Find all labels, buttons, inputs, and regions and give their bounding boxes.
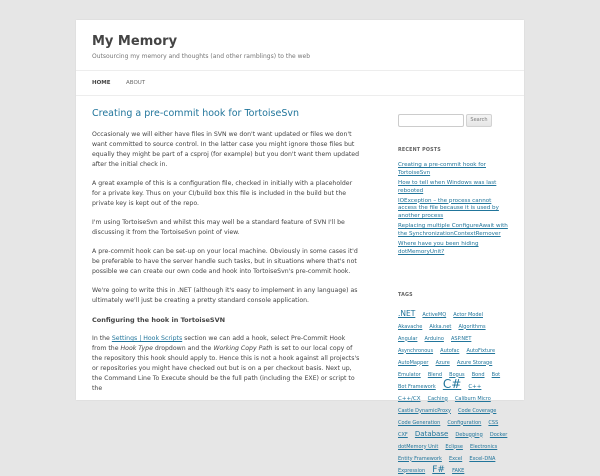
search-input[interactable] [398, 114, 464, 127]
recent-post-link[interactable]: Where have you been hiding dotMemoryUnit? [398, 240, 479, 255]
main-nav [76, 70, 524, 96]
tag-link[interactable]: Code Generation [398, 419, 441, 426]
tag-link[interactable]: Configuration [447, 419, 482, 426]
tag-link[interactable]: F# [432, 464, 445, 475]
tag-link[interactable]: Expression [398, 467, 426, 474]
tag-link[interactable]: Actor Model [453, 311, 483, 318]
site-title[interactable]: My Memory [92, 34, 178, 49]
tag-link[interactable]: Database [414, 429, 449, 438]
main-content [92, 108, 360, 403]
tag-link[interactable]: Caliburn Micro [454, 395, 491, 402]
recent-post-link[interactable]: Creating a pre-commit hook for TortoiseSvn [398, 162, 486, 176]
tag-link[interactable]: Docker [489, 431, 508, 438]
tag-link[interactable]: Akavache [398, 323, 423, 330]
post-emphasis: Hook Type [120, 345, 153, 352]
post-paragraph: A pre-commit hook can be set-up on your local machine. Obviously in some cases it'd be preferable to have the server handle such tasks, but in situations where that's not possible we can create our own code and hook into TortoiseSvn's pre-commit hook. [92, 248, 358, 275]
tag-link[interactable]: CXF [398, 431, 408, 438]
tag-link[interactable]: Castle DynamicProxy [398, 407, 451, 414]
tags-title: TAGS [398, 292, 413, 298]
post-paragraph: Occasionaly we will either have files in SVN we don't want updated or files we don't want committed to source control. In the latter case you might ignore those files but equally they might be part of a csproj (for example) but you don't want them updated after the initial check in. [92, 131, 360, 168]
tag-link[interactable]: Asynchronous [398, 347, 434, 354]
tag-link[interactable]: Code Coverage [458, 407, 497, 414]
tag-link[interactable]: Autofac [440, 347, 460, 354]
post-paragraph: A great example of this is a configuration file, checked in initially with a placeholder for a private key. Thus on your CI/build box this file is included in the build but the private key is kept out of the repo. [92, 180, 353, 207]
tag-link[interactable]: dotMemory Unit [398, 443, 439, 450]
tag-link[interactable]: AutoMapper [398, 359, 429, 366]
search-form [398, 114, 510, 128]
tag-link[interactable]: Angular [398, 335, 418, 342]
post-text: dropdown and the [152, 345, 214, 352]
tag-link[interactable]: FAKE [452, 467, 465, 474]
list-item [398, 162, 510, 178]
tag-link[interactable]: C# [442, 376, 462, 391]
tag-link[interactable]: Bot Framework [398, 383, 436, 390]
recent-post-link[interactable]: Replacing multiple ConfigureAwait with the SynchronizationContextRemover [398, 223, 508, 237]
tag-link[interactable]: C++/CX [398, 395, 421, 402]
tag-link[interactable]: Bogus [449, 371, 465, 378]
recent-post-link[interactable]: IOException – the process cannot access the file because it is used by another process [398, 197, 499, 220]
recent-posts-title: RECENT POSTS [398, 148, 441, 153]
site-header [92, 34, 310, 61]
post-subheading: Configuring the hook in TortoiseSVN [92, 316, 226, 324]
tag-link[interactable]: .NET [398, 308, 416, 318]
post-text: In the [92, 335, 112, 342]
tag-link[interactable]: Debugging [455, 431, 483, 438]
tag-link[interactable]: ActiveMQ [422, 311, 447, 318]
tag-link[interactable]: Electronics [470, 443, 498, 450]
tag-link[interactable]: ASP.NET [451, 335, 472, 342]
page-container [76, 20, 524, 475]
list-item [398, 180, 510, 196]
tag-link[interactable]: Akka.net [429, 323, 452, 330]
tag-link[interactable]: Azure [435, 359, 450, 366]
tag-link[interactable]: Blend [427, 371, 443, 378]
tag-link[interactable]: Arduino [424, 335, 444, 342]
tag-cloud [398, 307, 510, 475]
tag-link[interactable]: Entity Framework [398, 455, 442, 462]
post-paragraph: We're going to write this in .NET (although it's easy to implement in any language) as ultimately we'll just be creating a pretty standard console application. [92, 287, 358, 304]
tag-link[interactable]: C++ [468, 383, 482, 390]
search-button[interactable]: Search [466, 114, 492, 127]
tag-link[interactable]: CSS [488, 419, 499, 426]
tag-link[interactable]: Emulator [398, 371, 421, 378]
tag-link[interactable]: Bond [471, 371, 485, 378]
settings-hook-scripts-link[interactable]: Settings | Hook Scripts [111, 335, 183, 342]
recent-posts-list [398, 162, 510, 257]
sidebar [398, 114, 510, 475]
tag-link[interactable]: Algorithms [458, 323, 486, 330]
post-emphasis: Working Copy Path [213, 345, 273, 352]
post-paragraph: I'm using TortoiseSvn and whilst this may well be a standard feature of SVN I'll be discussing it from the TortoiseSvn point of view. [92, 219, 345, 236]
nav-home[interactable]: HOME [92, 80, 111, 86]
list-item [398, 198, 510, 221]
recent-post-link[interactable]: How to tell when Windows was last rebooted [398, 179, 497, 194]
site-description: Outsourcing my memory and thoughts (and other ramblings) to the web [92, 53, 311, 60]
post-text: section we can add a hook, select Pre-Commit Hook from the [92, 335, 346, 352]
tag-link[interactable]: Excel [448, 455, 463, 462]
tag-link[interactable]: AutoFixture [466, 347, 496, 354]
post-title[interactable]: Creating a pre-commit hook for TortoiseSvn [92, 108, 300, 119]
nav-about[interactable]: ABOUT [126, 80, 146, 86]
list-item [398, 223, 510, 239]
tag-link[interactable]: Bot [491, 371, 501, 378]
post-paragraph [92, 334, 360, 394]
post-text: is set to our local copy of the repository this hook should apply to. Hence this is not a hook against all projects's or repositories you might have checked out but is on a per checkout basis. Next up, the Command Line To Execute should be the full path (including the EXE) or script to the [92, 345, 360, 392]
list-item [398, 241, 510, 257]
tag-link[interactable]: Eclipse [445, 443, 463, 450]
tag-link[interactable]: Azure Storage [456, 359, 493, 366]
tag-link[interactable]: Excel-DNA [469, 455, 496, 462]
tag-link[interactable]: Caching [427, 395, 448, 402]
